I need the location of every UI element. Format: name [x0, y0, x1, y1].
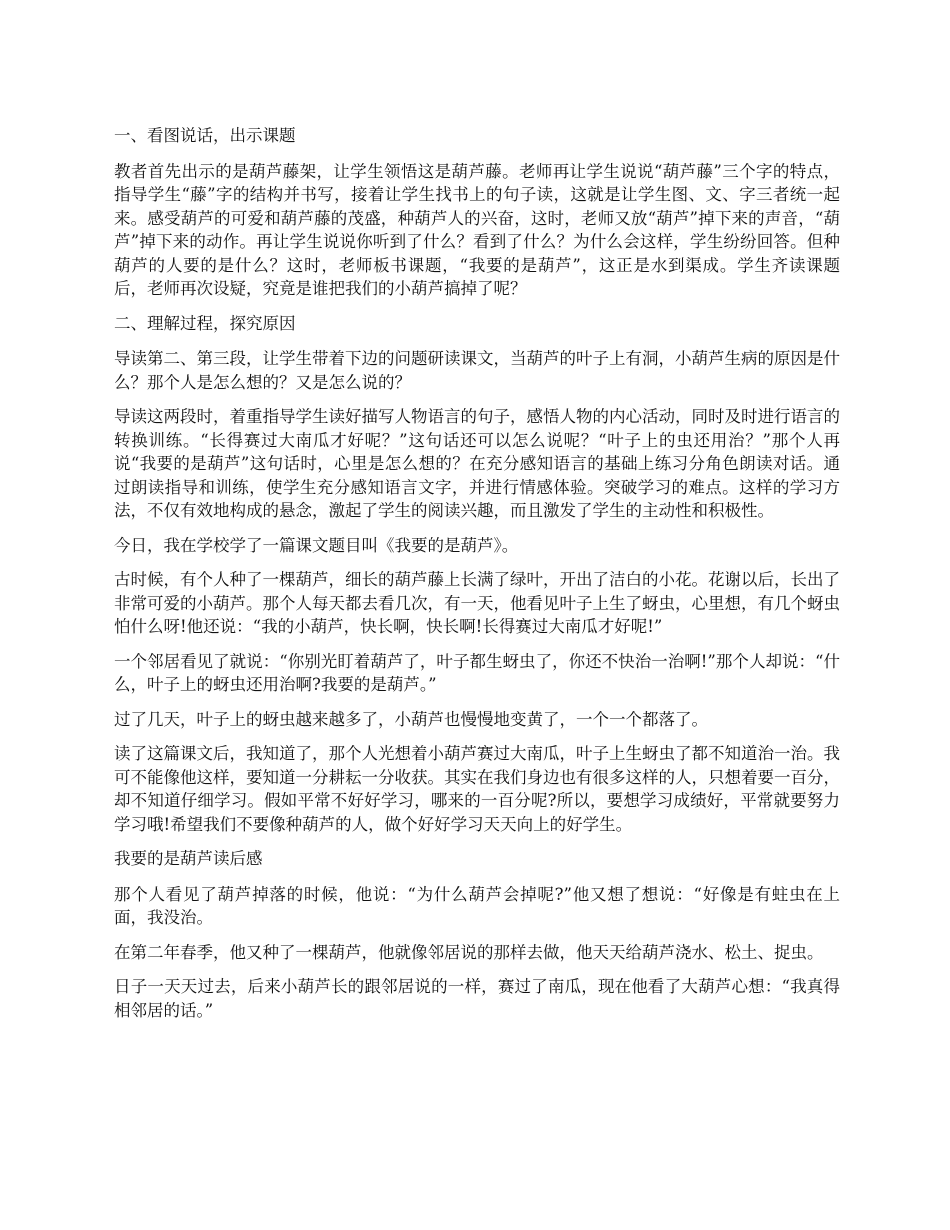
- section-heading-3: 我要的是葫芦读后感: [114, 849, 263, 868]
- paragraph: 古时候，有个人种了一棵葫芦，细长的葫芦藤上长满了绿叶，开出了洁白的小花。花谢以后，长出了非常可爱的小葫芦。那个人每天都去看几次，有一天，他看见叶子上生了蚜虫，心里想，有几个蚜虫怕什么呀!他还说：“我的小葫芦，快长啊，快长啊!长得赛过大南瓜才好呢!”: [114, 570, 840, 636]
- section-heading-2: 二、理解过程，探究原因: [114, 313, 296, 333]
- paragraph: 导读第二、第三段，让学生带着下边的问题研读课文，当葫芦的叶子上有洞，小葫芦生病的原因是什么？那个人是怎么想的？又是怎么说的？: [114, 349, 840, 392]
- document-page: [114, 124, 840, 1033]
- paragraph: 一个邻居看见了就说：“你别光盯着葫芦了，叶子都生蚜虫了，你还不快治一治啊!”那个人却说：“什么，叶子上的蚜虫还用治啊?我要的是葫芦。”: [114, 651, 840, 694]
- paragraph: 今日，我在学校学了一篇课文题目叫《我要的是葫芦》。: [114, 535, 519, 555]
- section-heading-1: 一、看图说话，出示课题: [114, 126, 296, 145]
- paragraph: 教者首先出示的是葫芦藤架，让学生领悟这是葫芦藤。老师再让学生说说“葫芦藤”三个字的特点，指导学生“藤”字的结构并书写，接着让学生找书上的句子读，这就是让学生图、文、字三者统一起来。感受葫芦的可爱和葫芦藤的茂盛，种葫芦人的兴奋，这时，老师又放“葫芦”掉下来的声音，“葫芦”掉下来的动作。再让学生说说你听到了什么？看到了什么？为什么会这样，学生纷纷回答。但种葫芦的人要的是什么？这时，老师板书课题，“我要的是葫芦”，这正是水到渠成。学生齐读课题后，老师再次设疑，究竟是谁把我们的小葫芦搞掉了呢？: [114, 161, 840, 298]
- paragraph: 导读这两段时，着重指导学生读好描写人物语言的句子，感悟人物的内心活动，同时及时进行语言的转换训练。“长得赛过大南瓜才好呢？”这句话还可以怎么说呢？“叶子上的虫还用治？”那个人再说“我要的是葫芦”这句话时，心里是怎么想的？在充分感知语言的基础上练习分角色朗读对话。通过朗读指导和训练，使学生充分感知语言文字，并进行情感体验。突破学习的难点。这样的学习方法，不仅有效地构成的悬念，激起了学生的阅读兴趣，而且激发了学生的主动性和积极性。: [114, 407, 840, 520]
- paragraph: 日子一天天过去，后来小葫芦长的跟邻居说的一样，赛过了南瓜，现在他看了大葫芦心想：“我真得相邻居的话。”: [114, 977, 840, 1020]
- paragraph: 过了几天，叶子上的蚜虫越来越多了，小葫芦也慢慢地变黄了，一个一个都落了。: [114, 709, 708, 729]
- paragraph: 在第二年春季，他又种了一棵葫芦，他就像邻居说的那样去做，他天天给葫芦浇水、松土、捉虫。: [114, 942, 824, 962]
- paragraph: 那个人看见了葫芦掉落的时候，他说：“为什么葫芦会掉呢?”他又想了想说：“好像是有蛀虫在上面，我没治。: [114, 884, 840, 927]
- paragraph: 读了这篇课文后，我知道了，那个人光想着小葫芦赛过大南瓜，叶子上生蚜虫了都不知道治一治。我可不能像他这样，要知道一分耕耘一分收获。其实在我们身边也有很多这样的人，只想着要一百分，却不知道仔细学习。假如平常不好好学习，哪来的一百分呢?所以，要想学习成绩好，平常就要努力学习哦!希望我们不要像种葫芦的人，做个好好学习天天向上的好学生。: [114, 744, 840, 834]
